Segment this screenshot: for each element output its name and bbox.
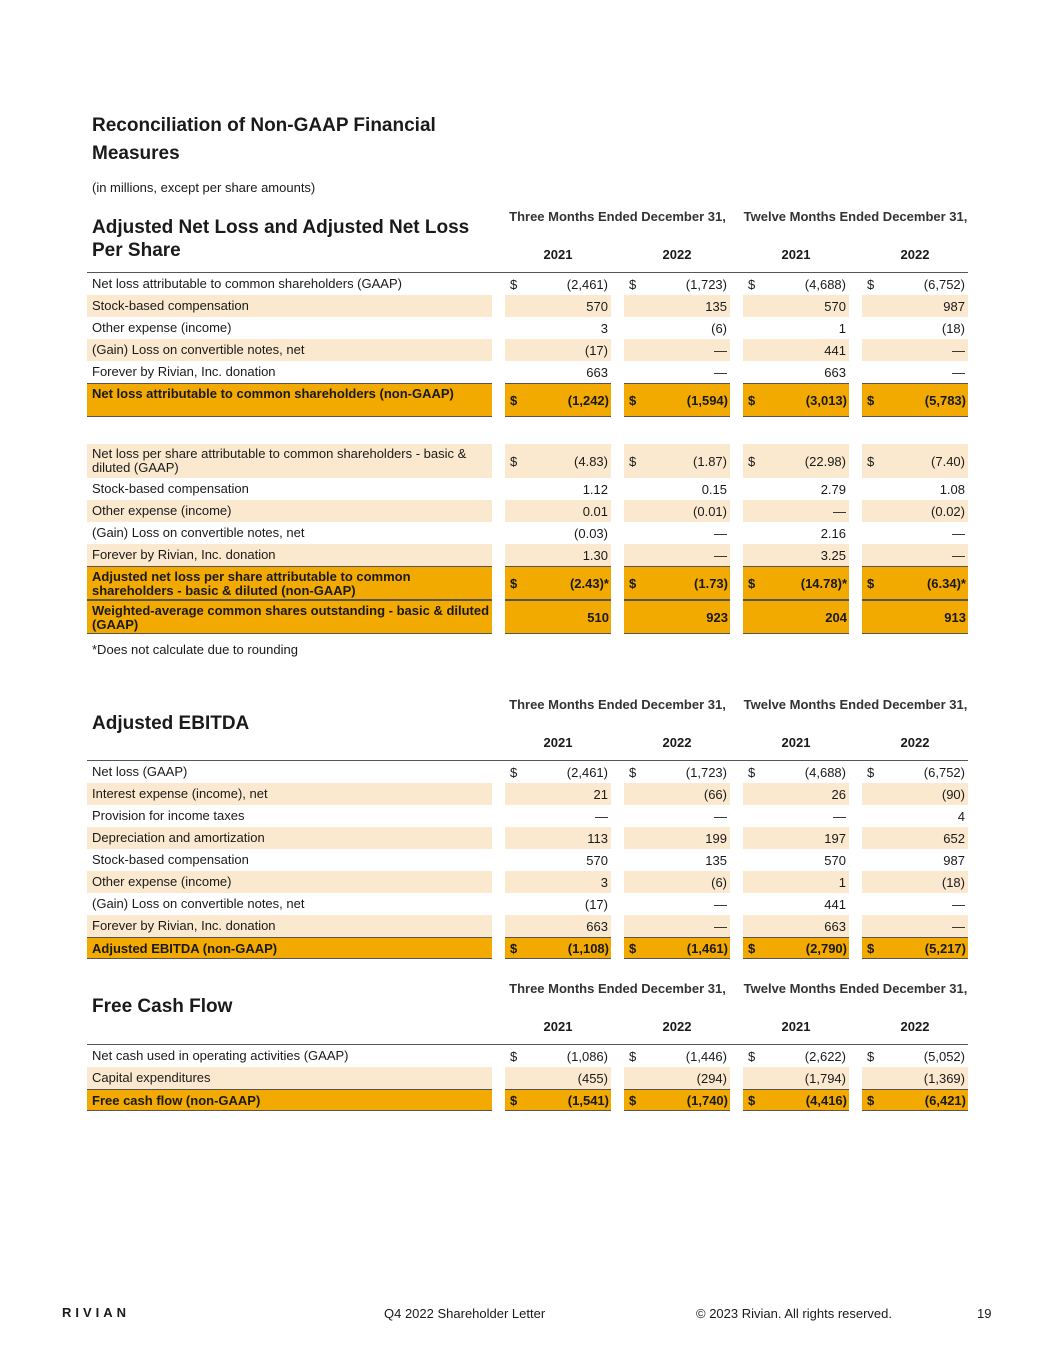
currency: $ bbox=[629, 575, 637, 591]
value: (6,752) bbox=[923, 276, 965, 292]
value: — bbox=[714, 896, 727, 912]
currency: $ bbox=[867, 453, 875, 469]
page-title: Reconciliation of Non-GAAP Financial Measures bbox=[92, 115, 436, 164]
value: 199 bbox=[705, 830, 727, 846]
value: (1,461) bbox=[686, 940, 728, 956]
table-row bbox=[87, 339, 968, 361]
year-header: 2021 bbox=[781, 735, 811, 750]
value: 3 bbox=[600, 874, 608, 890]
year-header: 2022 bbox=[900, 735, 930, 750]
year-header: 2021 bbox=[781, 1019, 811, 1034]
row-label: Other expense (income) bbox=[87, 500, 492, 522]
value: (4,688) bbox=[804, 276, 846, 292]
year-header: 2022 bbox=[900, 247, 930, 262]
value: 663 bbox=[824, 364, 846, 380]
copyright: © 2023 Rivian. All rights reserved. bbox=[696, 1306, 893, 1321]
value: (4,688) bbox=[804, 764, 846, 780]
value: (294) bbox=[696, 1070, 727, 1086]
value: 923 bbox=[706, 609, 728, 625]
currency: $ bbox=[510, 764, 518, 780]
value: (6) bbox=[711, 874, 727, 890]
currency: $ bbox=[748, 453, 756, 469]
per-share-table bbox=[87, 444, 968, 634]
table-row bbox=[87, 915, 968, 937]
value: (18) bbox=[941, 874, 965, 890]
value: (18) bbox=[941, 320, 965, 336]
row-label: Net cash used in operating activities (GAAP) bbox=[92, 1048, 349, 1063]
currency: $ bbox=[510, 1092, 518, 1108]
value: (1,723) bbox=[685, 764, 727, 780]
rivian-logo: RIVIAN bbox=[62, 1305, 131, 1320]
total-row bbox=[87, 383, 968, 417]
value: (1.87) bbox=[693, 453, 727, 469]
value: 4 bbox=[957, 808, 965, 824]
table-row bbox=[87, 544, 968, 566]
currency: $ bbox=[867, 764, 875, 780]
value: (3,013) bbox=[805, 392, 847, 408]
value: — bbox=[714, 364, 727, 380]
value: — bbox=[952, 918, 965, 934]
currency: $ bbox=[510, 940, 518, 956]
currency: $ bbox=[629, 1048, 637, 1064]
currency: $ bbox=[629, 764, 637, 780]
value: 441 bbox=[824, 342, 846, 358]
table-row bbox=[87, 444, 968, 478]
value: (1,446) bbox=[685, 1048, 727, 1064]
currency: $ bbox=[867, 392, 875, 408]
year-header: 2022 bbox=[662, 1019, 692, 1034]
value: — bbox=[952, 342, 965, 358]
value: (1,541) bbox=[567, 1092, 609, 1108]
currency: $ bbox=[748, 1092, 756, 1108]
currency: $ bbox=[629, 392, 637, 408]
value: (1,369) bbox=[923, 1070, 965, 1086]
row-label: Forever by Rivian, Inc. donation bbox=[92, 364, 276, 379]
table-row bbox=[87, 361, 968, 383]
currency: $ bbox=[748, 1048, 756, 1064]
value: (0.03) bbox=[574, 525, 608, 541]
value: — bbox=[714, 547, 727, 563]
row-label: (Gain) Loss on convertible notes, net bbox=[92, 525, 305, 540]
currency: $ bbox=[629, 276, 637, 292]
currency: $ bbox=[629, 940, 637, 956]
table-row bbox=[87, 805, 968, 827]
row-label: Free cash flow (non-GAAP) bbox=[87, 1089, 492, 1111]
currency: $ bbox=[510, 276, 518, 292]
row-label: Adjusted EBITDA (non-GAAP) bbox=[87, 937, 492, 959]
row-label: Net loss (GAAP) bbox=[92, 764, 188, 779]
value: (6) bbox=[711, 320, 727, 336]
value: 3 bbox=[600, 320, 608, 336]
section-title: Adjusted Net Loss and Adjusted Net Loss Per Share bbox=[92, 217, 470, 261]
currency: $ bbox=[510, 1048, 518, 1064]
year-header: 2021 bbox=[781, 247, 811, 262]
value: (455) bbox=[577, 1070, 608, 1086]
row-label: (Gain) Loss on convertible notes, net bbox=[87, 339, 492, 361]
currency: $ bbox=[629, 1092, 637, 1108]
currency: $ bbox=[748, 392, 756, 408]
currency: $ bbox=[748, 276, 756, 292]
value: — bbox=[833, 808, 846, 824]
units-note: (in millions, except per share amounts) bbox=[92, 180, 316, 195]
value: (0.01) bbox=[693, 503, 727, 519]
year-header: 2021 bbox=[543, 247, 573, 262]
value: 21 bbox=[593, 786, 608, 802]
value: (1,242) bbox=[567, 392, 609, 408]
twelve-months-header: Twelve Months Ended December 31, bbox=[743, 209, 968, 224]
twelve-months-header: Twelve Months Ended December 31, bbox=[743, 981, 968, 996]
currency: $ bbox=[510, 453, 518, 469]
value: 1.30 bbox=[582, 547, 608, 563]
row-label: Forever by Rivian, Inc. donation bbox=[87, 544, 492, 566]
value: — bbox=[952, 896, 965, 912]
table-row bbox=[87, 478, 968, 500]
value: (2,461) bbox=[566, 276, 608, 292]
total-row bbox=[87, 600, 968, 634]
value: 663 bbox=[586, 364, 608, 380]
twelve-months-header: Twelve Months Ended December 31, bbox=[743, 697, 968, 712]
year-header: 2021 bbox=[543, 1019, 573, 1034]
value: 1.12 bbox=[582, 481, 608, 497]
table-row bbox=[87, 295, 968, 317]
value: 570 bbox=[586, 298, 608, 314]
fcf-table bbox=[87, 982, 968, 1111]
value: 3.25 bbox=[820, 547, 846, 563]
value: 113 bbox=[587, 830, 608, 846]
value: (2,790) bbox=[805, 940, 847, 956]
currency: $ bbox=[867, 1092, 875, 1108]
value: 652 bbox=[943, 830, 965, 846]
value: (1,723) bbox=[685, 276, 727, 292]
value: 1 bbox=[838, 874, 846, 890]
total-row bbox=[87, 566, 968, 600]
table-row bbox=[87, 1045, 968, 1067]
currency: $ bbox=[748, 940, 756, 956]
document-name: Q4 2022 Shareholder Letter bbox=[384, 1306, 546, 1321]
value: (1,086) bbox=[566, 1048, 608, 1064]
value: (22.98) bbox=[804, 453, 846, 469]
row-label: Weighted-average common shares outstanding - basic & diluted (GAAP) bbox=[87, 600, 492, 634]
three-months-header: Three Months Ended December 31, bbox=[509, 697, 726, 712]
table-row bbox=[87, 783, 968, 805]
value: (2,461) bbox=[566, 764, 608, 780]
net-loss-table bbox=[87, 210, 968, 417]
table-header bbox=[87, 982, 968, 1044]
value: (7.40) bbox=[931, 453, 965, 469]
table-row bbox=[87, 317, 968, 339]
value: — bbox=[595, 808, 608, 824]
row-label: Other expense (income) bbox=[87, 871, 492, 893]
table-row bbox=[87, 893, 968, 915]
row-label: Stock-based compensation bbox=[92, 852, 249, 867]
value: — bbox=[952, 547, 965, 563]
year-header: 2021 bbox=[543, 735, 573, 750]
row-label: Adjusted net loss per share attributable to common shareholders - basic & diluted (non-GAAP) bbox=[87, 566, 492, 600]
value: 1 bbox=[838, 320, 846, 336]
table-row bbox=[87, 849, 968, 871]
table-row bbox=[87, 761, 968, 783]
row-label: Capital expenditures bbox=[87, 1067, 492, 1089]
row-label: Depreciation and amortization bbox=[87, 827, 492, 849]
value: 135 bbox=[705, 852, 727, 868]
ebitda-table bbox=[87, 698, 968, 959]
value: 2.16 bbox=[820, 525, 846, 541]
value: (4.83) bbox=[574, 453, 608, 469]
table-header bbox=[87, 698, 968, 760]
value: 570 bbox=[824, 298, 846, 314]
value: (17) bbox=[584, 896, 608, 912]
three-months-header: Three Months Ended December 31, bbox=[509, 209, 726, 224]
value: 570 bbox=[824, 852, 846, 868]
value: — bbox=[714, 918, 727, 934]
value: (90) bbox=[941, 786, 965, 802]
value: 570 bbox=[586, 852, 608, 868]
row-label: Net loss attributable to common shareholders (GAAP) bbox=[92, 276, 402, 291]
value: (4,416) bbox=[805, 1092, 847, 1108]
row-label: Other expense (income) bbox=[92, 320, 232, 335]
year-header: 2022 bbox=[662, 247, 692, 262]
footnote: *Does not calculate due to rounding bbox=[92, 642, 298, 657]
value: 0.01 bbox=[582, 503, 608, 519]
value: (2.43)* bbox=[569, 575, 609, 591]
value: (5,217) bbox=[924, 940, 966, 956]
row-label: Provision for income taxes bbox=[92, 808, 245, 823]
value: (14.78)* bbox=[800, 575, 847, 591]
value: — bbox=[714, 525, 727, 541]
currency: $ bbox=[867, 1048, 875, 1064]
value: — bbox=[833, 503, 846, 519]
currency: $ bbox=[748, 575, 756, 591]
value: (1,594) bbox=[686, 392, 728, 408]
value: 510 bbox=[587, 609, 609, 625]
table-row bbox=[87, 827, 968, 849]
year-header: 2022 bbox=[900, 1019, 930, 1034]
currency: $ bbox=[748, 764, 756, 780]
value: (1,794) bbox=[804, 1070, 846, 1086]
value: — bbox=[952, 525, 965, 541]
value: 1.08 bbox=[939, 481, 965, 497]
three-months-header: Three Months Ended December 31, bbox=[509, 981, 726, 996]
row-label: Stock-based compensation bbox=[87, 295, 492, 317]
row-label: Stock-based compensation bbox=[92, 481, 249, 496]
value: (66) bbox=[703, 786, 727, 802]
table-header bbox=[87, 210, 968, 272]
year-header: 2022 bbox=[662, 735, 692, 750]
value: (1.73) bbox=[694, 575, 728, 591]
value: (1,108) bbox=[567, 940, 609, 956]
value: 987 bbox=[943, 298, 965, 314]
currency: $ bbox=[510, 392, 518, 408]
currency: $ bbox=[867, 575, 875, 591]
value: 197 bbox=[824, 830, 846, 846]
value: (6.34)* bbox=[926, 575, 966, 591]
value: (2,622) bbox=[804, 1048, 846, 1064]
table-row bbox=[87, 500, 968, 522]
value: 913 bbox=[944, 609, 966, 625]
value: 135 bbox=[705, 298, 727, 314]
row-label: Forever by Rivian, Inc. donation bbox=[87, 915, 492, 937]
row-label: Interest expense (income), net bbox=[87, 783, 492, 805]
value: (0.02) bbox=[931, 503, 965, 519]
value: 663 bbox=[824, 918, 846, 934]
table-row bbox=[87, 871, 968, 893]
section-title: Adjusted EBITDA bbox=[92, 713, 250, 734]
value: 26 bbox=[831, 786, 846, 802]
value: (17) bbox=[584, 342, 608, 358]
value: (6,752) bbox=[923, 764, 965, 780]
value: — bbox=[952, 364, 965, 380]
value: (5,783) bbox=[924, 392, 966, 408]
currency: $ bbox=[629, 453, 637, 469]
total-row bbox=[87, 937, 968, 959]
row-label: (Gain) Loss on convertible notes, net bbox=[92, 896, 305, 911]
currency: $ bbox=[510, 575, 518, 591]
row-label: Net loss per share attributable to common shareholders - basic & diluted (GAAP) bbox=[87, 444, 492, 478]
value: 441 bbox=[824, 896, 846, 912]
value: 2.79 bbox=[820, 481, 846, 497]
value: — bbox=[714, 342, 727, 358]
currency: $ bbox=[867, 940, 875, 956]
page-number: 19 bbox=[977, 1306, 992, 1321]
table-row bbox=[87, 522, 968, 544]
section-title: Free Cash Flow bbox=[92, 996, 233, 1017]
value: — bbox=[714, 808, 727, 824]
table-row bbox=[87, 1067, 968, 1089]
currency: $ bbox=[867, 276, 875, 292]
table-row bbox=[87, 273, 968, 295]
value: 987 bbox=[943, 852, 965, 868]
total-row bbox=[87, 1089, 968, 1111]
value: (5,052) bbox=[923, 1048, 965, 1064]
value: 0.15 bbox=[701, 481, 727, 497]
value: (1,740) bbox=[686, 1092, 728, 1108]
value: (6,421) bbox=[924, 1092, 966, 1108]
value: 663 bbox=[586, 918, 608, 934]
row-label: Net loss attributable to common shareholders (non-GAAP) bbox=[87, 383, 492, 417]
value: 204 bbox=[825, 609, 847, 625]
